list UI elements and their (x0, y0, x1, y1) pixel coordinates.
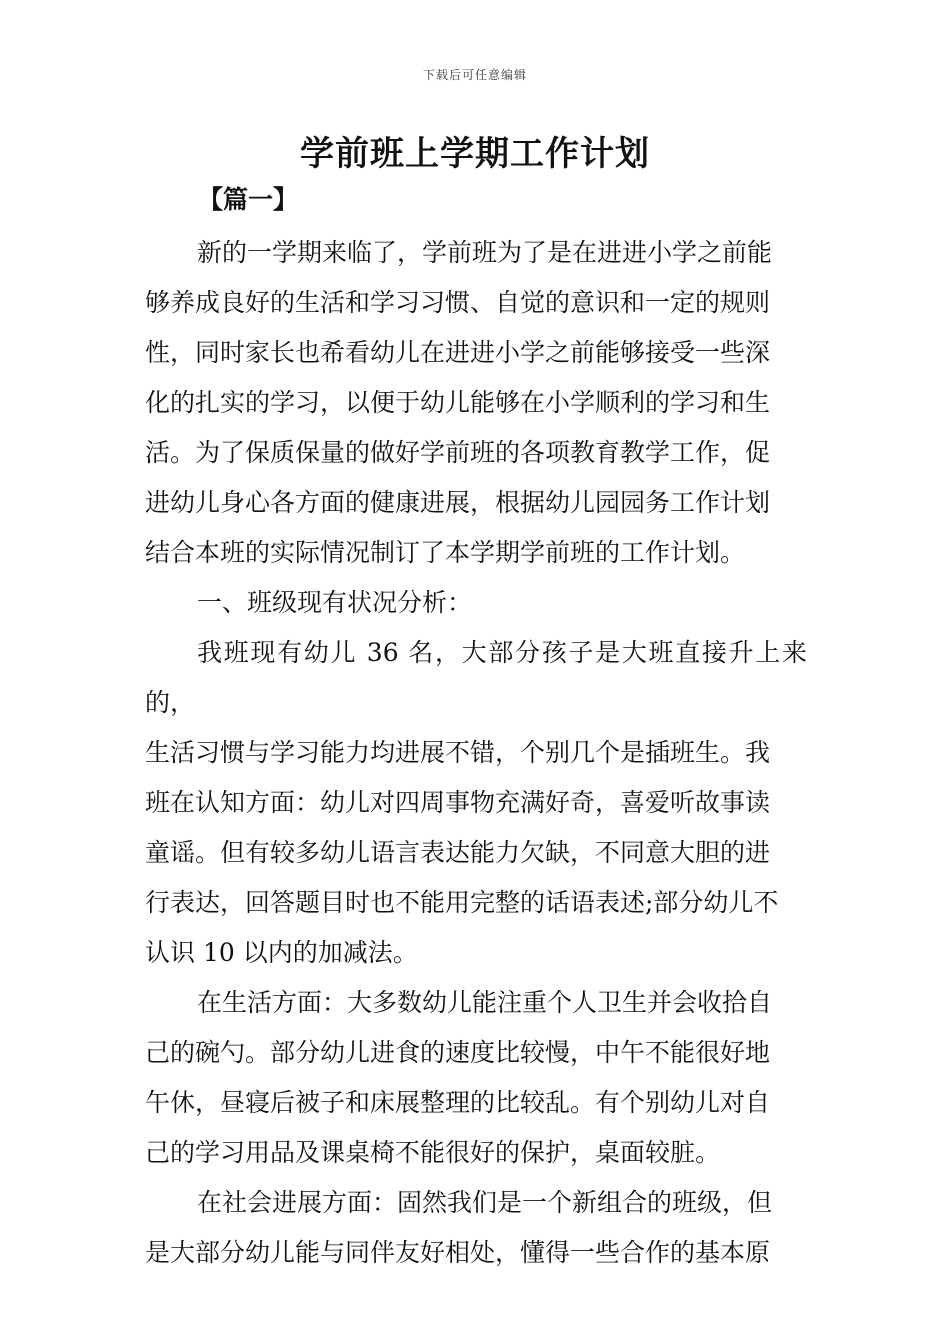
document-body (145, 228, 807, 1278)
document-title: 学前班上学期工作计划 (300, 134, 650, 174)
paragraph-class-status: 我班现有幼儿 36 名，大部分孩子是大班直接升上来的， 生活习惯与学习能力均进展不错，个别几个是插班生。我 班在认知方面：幼儿对四周事物充满好奇，喜爱听故事读 童谣。但有较多幼儿语言表达能力欠缺，不同意大胆的进 行表达，回答题目时也不能用完整的话语表述;部分幼儿不 认识 10 以内的加减法。 (145, 638, 807, 967)
paragraph-intro: 新的一学期来临了，学前班为了是在进进小学之前能 够养成良好的生活和学习习惯、自觉的意识和一定的规则 性，同时家长也希看幼儿在进进小学之前能够接受一些深 化的扎实的学习，以便于幼儿能够在小学顺利的学习和生 活。为了保质保量的做好学前班的各项教育教学工作，促 进幼儿身心各方面的健康进展，根据幼儿园园务工作计划 结合本班的实际情况制订了本学期学前班的工作计划。 (145, 238, 773, 567)
section-tag: 【篇一】 (198, 185, 299, 214)
header-note: 下载后可任意编辑 (422, 68, 527, 82)
paragraph-daily-life: 在生活方面：大多数幼儿能注重个人卫生并会收拾自 己的碗勺。部分幼儿进食的速度比较慢，中午不能很好地 午休，昼寝后被子和床展整理的比较乱。有个别幼儿对自 己的学习用品及课桌椅不能很好的保护，桌面较脏。 (145, 988, 773, 1167)
paragraph-social-development: 在社会进展方面：固然我们是一个新组合的班级，但 是大部分幼儿能与同伴友好相处，懂得一些合作的基本原 (145, 1188, 773, 1267)
section-heading-class-analysis: 一、班级现有状况分析： (197, 588, 473, 617)
